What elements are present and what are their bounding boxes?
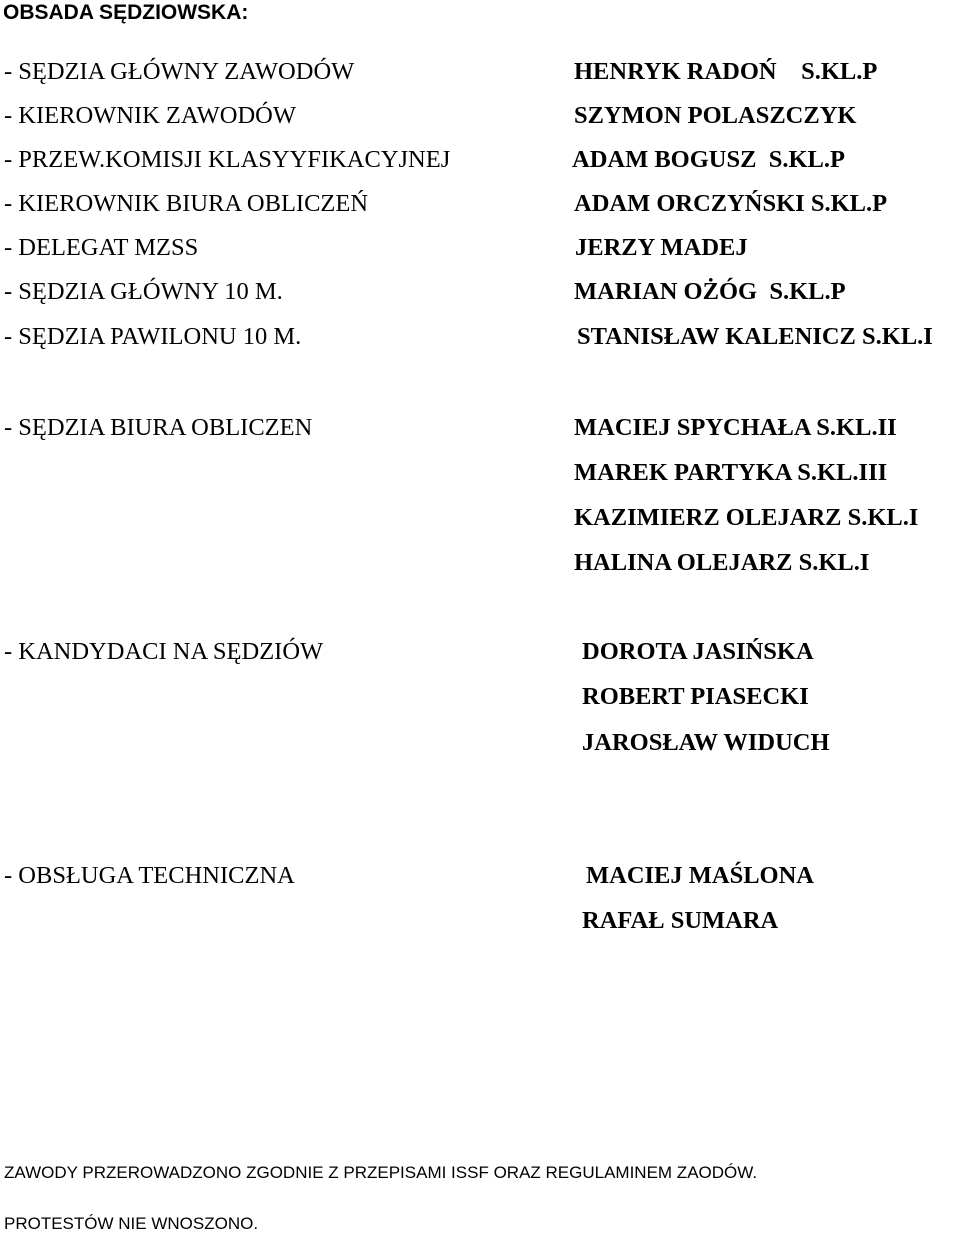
official-row	[0, 906, 960, 938]
official-row	[0, 57, 960, 89]
official-role: - SĘDZIA BIURA OBLICZEN	[4, 414, 313, 441]
official-name: ADAM ORCZYŃSKI S.KL.P	[574, 190, 888, 217]
official-role: - KIEROWNIK BIURA OBLICZEŃ	[4, 190, 369, 217]
official-row	[0, 322, 960, 354]
official-row	[0, 861, 960, 893]
official-name: ROBERT PIASECKI	[582, 683, 809, 710]
page-title: OBSADA SĘDZIOWSKA:	[3, 1, 249, 24]
official-row	[0, 101, 960, 133]
official-name: SZYMON POLASZCZYK	[574, 102, 857, 129]
official-row	[0, 503, 960, 535]
official-name: MAREK PARTYKA S.KL.III	[574, 459, 888, 486]
official-row	[0, 637, 960, 669]
official-name: JERZY MADEJ	[575, 234, 748, 261]
official-name: JAROSŁAW WIDUCH	[582, 729, 830, 756]
official-role: - DELEGAT MZSS	[4, 234, 199, 261]
official-row	[0, 728, 960, 760]
official-name: MACIEJ SPYCHAŁA S.KL.II	[574, 414, 897, 441]
official-name: MACIEJ MAŚLONA	[586, 862, 814, 889]
official-name: STANISŁAW KALENICZ S.KL.I	[577, 323, 933, 350]
official-role: - SĘDZIA PAWILONU 10 M.	[4, 323, 302, 350]
official-name: HALINA OLEJARZ S.KL.I	[574, 549, 870, 576]
official-row	[0, 413, 960, 445]
official-role: - SĘDZIA GŁÓWNY ZAWODÓW	[4, 58, 355, 85]
official-role: - OBSŁUGA TECHNICZNA	[4, 862, 295, 889]
official-row	[0, 548, 960, 580]
official-role: - KIEROWNIK ZAWODÓW	[4, 102, 296, 129]
footer-note-competition: ZAWODY PRZEROWADZONO ZGODNIE Z PRZEPISAMI ISSF ORAZ REGULAMINEM ZAODÓW.	[4, 1163, 758, 1182]
official-row	[0, 458, 960, 490]
official-role: - KANDYDACI NA SĘDZIÓW	[4, 638, 324, 665]
official-name: HENRYK RADOŃ S.KL.P	[574, 58, 878, 85]
official-role: - SĘDZIA GŁÓWNY 10 M.	[4, 278, 283, 305]
official-name: MARIAN OŻÓG S.KL.P	[574, 278, 846, 305]
official-row	[0, 189, 960, 221]
official-name: RAFAŁ SUMARA	[582, 907, 779, 934]
official-name: DOROTA JASIŃSKA	[582, 638, 814, 665]
footer-note-protests: PROTESTÓW NIE WNOSZONO.	[4, 1214, 259, 1233]
official-row	[0, 277, 960, 309]
official-row	[0, 233, 960, 265]
official-row	[0, 682, 960, 714]
official-role: - PRZEW.KOMISJI KLASYYFIKACYJNEJ	[4, 146, 451, 173]
official-name: ADAM BOGUSZ S.KL.P	[572, 146, 845, 173]
official-row	[0, 145, 960, 177]
official-name: KAZIMIERZ OLEJARZ S.KL.I	[574, 504, 919, 531]
